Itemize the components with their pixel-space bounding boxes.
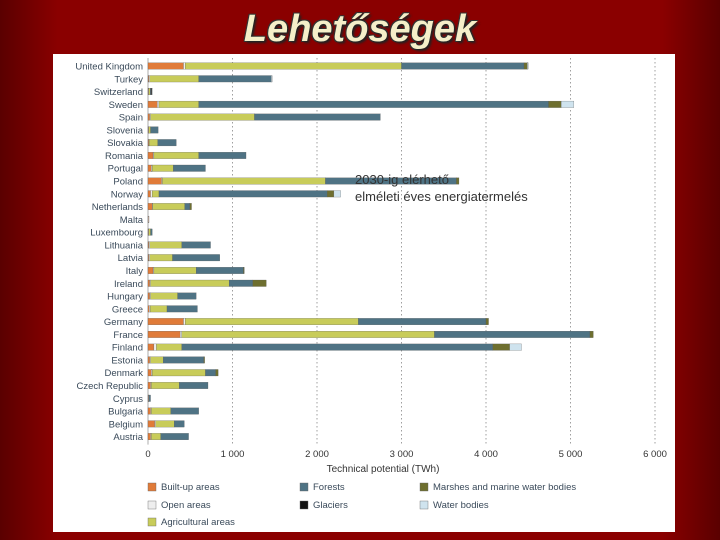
category-label: Austria [113,432,143,444]
category-label: Italy [125,265,143,277]
category-label: Germany [103,317,143,329]
legend-swatch-built-up-areas [148,483,156,491]
bar-water-bodies-switzerland [152,88,153,95]
bar-agricultural-areas-italy [154,267,196,274]
legend-label-open-areas: Open areas [161,500,211,511]
bar-forests-turkey [199,76,272,83]
category-label: United Kingdom [75,61,143,73]
bar-built-up-areas-denmark [148,369,151,376]
legend [148,482,576,528]
x-tick-label: 5 000 [558,449,583,460]
bar-open-areas-latvia [149,254,150,261]
bar-agricultural-areas-romania [154,152,199,159]
legend-swatch-forests [300,483,308,491]
bar-forests-belgium [174,421,184,428]
bar-open-areas-denmark [151,369,152,376]
bar-built-up-areas-estonia [148,357,150,364]
annotation-line-2: elméleti éves energiatermelés [355,189,528,204]
bar-agricultural-areas-ireland [151,280,230,287]
bar-built-up-areas-czech-republic [148,382,151,389]
bar-forests-sweden [199,101,549,108]
bar-water-bodies-turkey [271,76,272,83]
category-label: Belgium [108,419,143,431]
bar-marshes-and-marine-water-bodies-finland [493,344,510,351]
bar-open-areas-poland [162,178,163,185]
bar-forests-united-kingdom [402,63,525,70]
bar-built-up-areas-portugal [148,165,151,172]
bar-built-up-areas-germany [148,318,183,325]
bar-open-areas-lithuania [149,242,150,249]
bar-agricultural-areas-sweden [159,101,199,108]
bar-open-areas-romania [153,152,154,159]
bar-built-up-areas-slovakia [148,139,149,146]
category-label: Denmark [104,368,143,380]
legend-swatch-water-bodies [420,501,428,509]
bar-open-areas-greece [149,306,150,313]
bar-open-areas-bulgaria [151,408,152,415]
bar-forests-slovenia [151,127,159,133]
bar-open-areas-germany [183,318,185,325]
x-tick-labels [145,449,667,460]
legend-label-glaciers: Glaciers [313,500,348,511]
bar-built-up-areas-austria [148,433,151,440]
category-label: Malta [119,214,143,226]
bar-forests-estonia [163,357,204,364]
bar-built-up-areas-turkey [148,76,149,83]
bar-open-areas-finland [154,344,157,351]
category-label: Portugal [107,163,143,175]
bar-agricultural-areas-slovakia [149,139,157,146]
category-label: Greece [111,304,143,316]
bar-built-up-areas-sweden [148,101,157,108]
bar-forests-luxembourg [151,229,153,236]
bar-forests-austria [161,433,189,440]
category-label: Netherlands [91,202,143,214]
category-label: Hungary [107,291,143,303]
bar-agricultural-areas-latvia [150,254,173,261]
bar-marshes-and-marine-water-bodies-netherlands [190,203,192,210]
bars [148,63,593,440]
bar-marshes-and-marine-water-bodies-denmark [216,369,219,376]
legend-label-water-bodies: Water bodies [433,500,489,511]
bar-open-areas-belgium [155,421,156,428]
legend-swatch-open-areas [148,501,156,509]
bar-forests-lithuania [182,242,211,249]
bar-forests-portugal [173,165,205,172]
category-label: Romania [104,150,143,162]
bar-water-bodies-united-kingdom [527,63,528,70]
chart-panel [53,54,675,532]
bar-agricultural-areas-estonia [151,357,164,364]
bar-agricultural-areas-czech-republic [151,382,179,389]
category-label: France [113,329,143,341]
x-tick-label: 3 000 [389,449,414,460]
bar-forests-czech-republic [179,382,208,389]
bar-open-areas-ireland [150,280,151,287]
bar-agricultural-areas-greece [150,306,167,313]
bar-forests-france [434,331,589,338]
bar-open-areas-france [180,331,182,338]
bar-built-up-areas-bulgaria [148,408,151,415]
bar-agricultural-areas-switzerland [149,88,150,95]
bar-water-bodies-finland [510,344,522,351]
slide-title: Lehetőségek [243,8,477,50]
category-label: Luxembourg [90,227,143,239]
stacked-bar-chart [53,54,675,532]
bar-marshes-and-marine-water-bodies-italy [243,267,244,274]
bar-forests-germany [358,318,486,325]
category-label: Czech Republic [76,381,143,392]
x-axis-label: Technical potential (TWh) [326,464,440,475]
bar-open-areas-united-kingdom [183,63,185,70]
bar-marshes-and-marine-water-bodies-estonia [204,357,205,364]
category-label: Ireland [113,278,143,290]
legend-label-marshes-and-marine-water-bodies: Marshes and marine water bodies [433,482,577,493]
bar-forests-bulgaria [171,408,199,415]
bar-agricultural-areas-portugal [152,165,173,172]
bar-agricultural-areas-lithuania [150,242,182,249]
category-label: Norway [110,189,143,201]
bar-forests-ireland [229,280,253,287]
bar-open-areas-estonia [150,357,151,364]
bar-built-up-areas-netherlands [148,203,152,210]
bar-agricultural-areas-belgium [156,421,175,428]
bar-marshes-and-marine-water-bodies-sweden [549,101,562,108]
bar-agricultural-areas-united-kingdom [185,63,401,70]
bar-agricultural-areas-finland [156,344,181,351]
bar-marshes-and-marine-water-bodies-ireland [253,280,267,287]
bar-built-up-areas-belgium [148,421,155,428]
bar-open-areas-turkey [149,76,150,83]
bar-agricultural-areas-bulgaria [151,408,170,415]
legend-label-forests: Forests [313,482,345,493]
x-tick-label: 1 000 [220,449,245,460]
bar-agricultural-areas-luxembourg [149,229,151,236]
category-label: Latvia [117,253,143,265]
bar-forests-slovakia [158,139,177,146]
bar-agricultural-areas-germany [185,318,358,325]
bar-built-up-areas-united-kingdom [148,63,183,70]
bar-forests-spain [254,114,380,121]
category-label: Switzerland [93,87,143,99]
bar-forests-norway [159,191,327,198]
bar-marshes-and-marine-water-bodies-norway [327,191,334,198]
category-label: Finland [111,342,143,354]
category-label: Lithuania [104,240,143,252]
category-label: Sweden [108,99,143,111]
bar-open-areas-spain [150,114,151,121]
category-label: Slovenia [106,125,143,137]
x-tick-label: 6 000 [643,449,667,460]
bar-agricultural-areas-austria [151,433,160,440]
bar-forests-cyprus [149,395,151,402]
category-label: Bulgaria [108,406,143,418]
bar-built-up-areas-spain [148,114,150,121]
bar-agricultural-areas-poland [162,178,325,185]
bar-forests-romania [199,152,246,159]
bar-open-areas-italy [153,267,154,274]
category-labels [75,62,143,444]
bar-forests-switzerland [150,88,151,95]
bar-built-up-areas-lithuania [148,242,149,249]
legend-swatch-marshes-and-marine-water-bodies [420,483,428,491]
bar-forests-finland [182,344,493,351]
annotation-line-1: 2030-ig elérhető [355,172,449,187]
bar-open-areas-czech-republic [151,382,152,389]
category-label: Poland [113,176,143,188]
bar-marshes-and-marine-water-bodies-france [590,331,593,338]
bar-built-up-areas-romania [148,152,153,159]
bar-agricultural-areas-netherlands [153,203,185,210]
bar-built-up-areas-finland [148,344,154,351]
bar-open-areas-malta [148,216,149,223]
bar-built-up-areas-ireland [148,280,150,287]
bar-forests-hungary [178,293,197,300]
bar-forests-netherlands [185,203,190,210]
bar-forests-denmark [205,369,215,376]
bar-open-areas-norway [151,191,153,198]
bar-agricultural-areas-norway [152,191,159,198]
bar-built-up-areas-france [148,331,180,338]
bar-forests-italy [196,267,243,274]
category-label: Slovakia [107,138,143,150]
bar-built-up-areas-greece [148,306,149,313]
category-label: Estonia [111,355,143,367]
bar-glaciers-switzerland [151,88,152,95]
bar-water-bodies-norway [334,191,341,198]
x-tick-label: 4 000 [474,449,498,460]
bar-agricultural-areas-turkey [150,76,199,83]
category-label: Turkey [114,74,143,86]
bar-forests-greece [167,306,197,313]
bar-agricultural-areas-france [182,331,435,338]
x-tick-label: 2 000 [305,449,329,460]
bar-built-up-areas-hungary [148,293,150,300]
bar-built-up-areas-latvia [148,254,149,261]
x-tick-label: 0 [145,449,151,460]
legend-label-agricultural-areas: Agricultural areas [161,517,235,528]
bar-agricultural-areas-hungary [151,293,178,300]
bar-agricultural-areas-spain [151,114,255,121]
bar-marshes-and-marine-water-bodies-germany [486,318,489,325]
bar-open-areas-portugal [151,165,152,172]
bar-open-areas-sweden [157,101,159,108]
legend-swatch-glaciers [300,501,308,509]
bar-built-up-areas-poland [148,178,162,185]
annotation [355,171,615,205]
legend-label-built-up-areas: Built-up areas [161,482,220,493]
bar-water-bodies-sweden [561,101,574,108]
bar-built-up-areas-italy [148,267,153,274]
category-label: Spain [118,112,143,124]
bar-agricultural-areas-denmark [152,369,205,376]
bar-built-up-areas-norway [148,191,151,198]
bar-open-areas-hungary [150,293,151,300]
category-label: Cyprus [112,393,143,405]
bar-marshes-and-marine-water-bodies-united-kingdom [524,63,527,70]
bar-open-areas-austria [151,433,152,440]
bar-forests-latvia [173,254,220,261]
bar-agricultural-areas-slovenia [149,127,151,133]
legend-swatch-agricultural-areas [148,518,156,526]
